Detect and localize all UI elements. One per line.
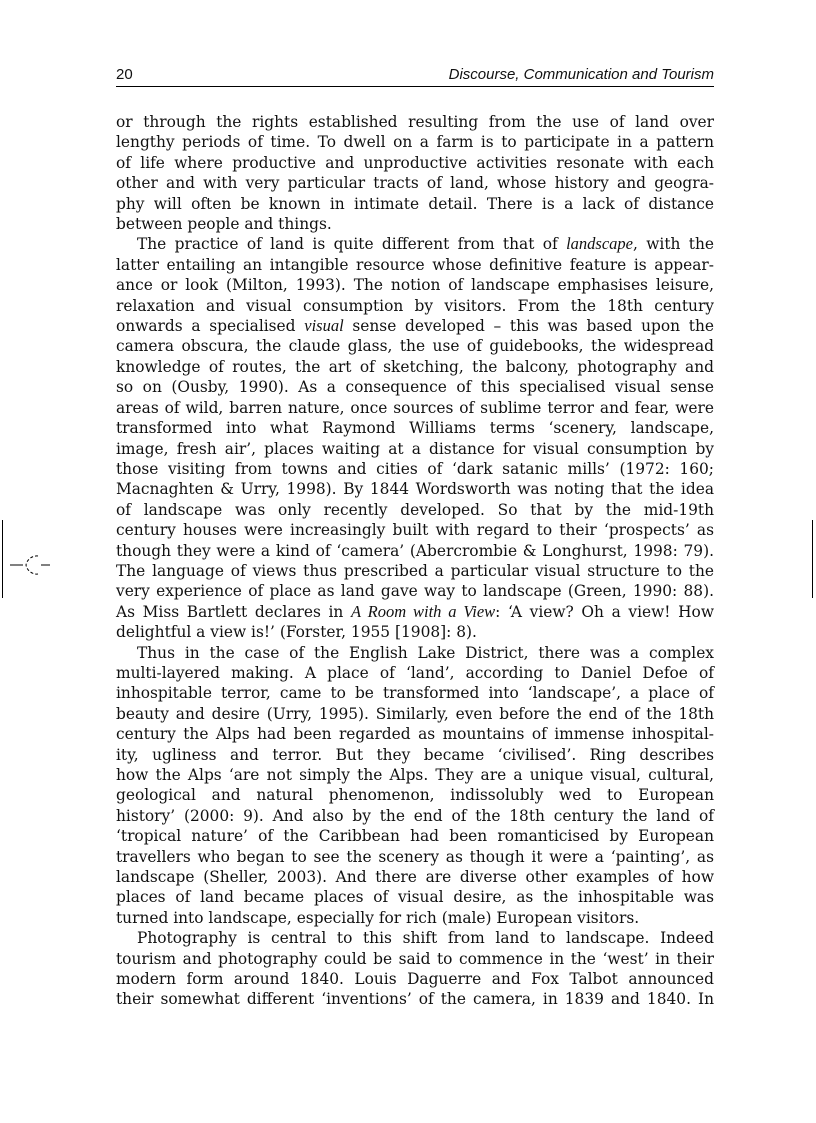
- text-run: of landscape was only recently developed. So that by the mid-19th: [116, 500, 714, 519]
- text-run: The language of views thus prescribed a particular visual structure to the: [116, 561, 714, 580]
- running-header: [116, 64, 714, 87]
- text-line: [116, 847, 714, 867]
- text-line: [116, 316, 714, 336]
- body-text: [116, 112, 714, 1010]
- text-line: [116, 459, 714, 479]
- text-line: [116, 132, 714, 152]
- text-run: transformed into what Raymond Williams terms ‘scenery, landscape,: [116, 419, 714, 438]
- text-run: Photography is central to this shift from land to landscape. Indeed: [137, 929, 714, 948]
- text-line: [116, 663, 714, 683]
- text-line: [116, 867, 714, 887]
- text-line: [116, 336, 714, 356]
- text-line: [116, 561, 714, 581]
- text-line: [116, 622, 714, 642]
- text-run: Macnaghten & Urry, 1998). By 1844 Wordsworth was noting that the idea: [116, 480, 714, 499]
- text-line: [116, 541, 714, 561]
- text-run: beauty and desire (Urry, 1995). Similarly, even before the end of the 18th: [116, 704, 714, 723]
- text-line: [116, 989, 714, 1009]
- text-run: image, fresh air’, places waiting at a distance for visual consumption by: [116, 439, 714, 458]
- text-run: Thus in the case of the English Lake District, there was a complex: [137, 643, 714, 662]
- text-run: multi-layered making. A place of ‘land’, according to Daniel Defoe of: [116, 663, 714, 682]
- crop-mark-right: [812, 520, 813, 598]
- text-run: landscape (Sheller, 2003). And there are diverse other examples of how: [116, 868, 714, 887]
- text-line: [116, 173, 714, 193]
- text-line: [116, 275, 714, 295]
- text-run: camera obscura, the claude glass, the use of guidebooks, the widespread: [116, 337, 714, 356]
- paragraph: [116, 928, 714, 1010]
- text-line: [116, 377, 714, 397]
- text-run: though they were a kind of ‘camera’ (Abercrombie & Longhurst, 1998: 79).: [116, 541, 714, 560]
- text-run: areas of wild, barren nature, once sources of sublime terror and fear, were: [116, 398, 714, 417]
- text-run: so on (Ousby, 1990). As a consequence of this specialised visual sense: [116, 378, 714, 397]
- text-run: between people and things.: [116, 215, 332, 234]
- paragraph: [116, 112, 714, 234]
- text-run: travellers who began to see the scenery as though it were a ‘painting’, as: [116, 847, 714, 866]
- text-run: century the Alps had been regarded as mountains of immense inhospital-: [116, 725, 714, 744]
- text-run: geological and natural phenomenon, indissolubly wed to European: [116, 786, 714, 805]
- text-run: onwards a specialised: [116, 317, 305, 336]
- text-line: [116, 928, 714, 948]
- text-run: tourism and photography could be said to commence in the ‘west’ in their: [116, 949, 714, 968]
- text-run: ance or look (Milton, 1993). The notion of landscape emphasises leisure,: [116, 276, 714, 295]
- text-line: [116, 806, 714, 826]
- text-run: ity, ugliness and terror. But they became ‘civilised’. Ring describes: [116, 745, 714, 764]
- text-line: [116, 765, 714, 785]
- text-line: [116, 500, 714, 520]
- italic-text: A Room with a View: [350, 601, 496, 621]
- text-run: how the Alps ‘are not simply the Alps. They are a unique visual, cultural,: [116, 766, 714, 784]
- text-line: [116, 683, 714, 703]
- text-line: [116, 724, 714, 744]
- text-line: [116, 908, 714, 928]
- text-run: As Miss Bartlett declares in: [116, 602, 351, 621]
- paragraph: [116, 643, 714, 929]
- crop-mark-left: [2, 520, 3, 598]
- text-line: [116, 398, 714, 418]
- text-run: of life where productive and unproductive activities resonate with each: [116, 153, 714, 172]
- text-line: [116, 826, 714, 846]
- registration-mark-icon: [10, 550, 54, 580]
- text-run: The practice of land is quite different from that of: [137, 235, 567, 254]
- text-line: [116, 234, 714, 254]
- paragraph: [116, 234, 714, 642]
- italic-text: landscape: [566, 234, 633, 254]
- text-line: [116, 194, 714, 214]
- italic-text: visual: [304, 316, 344, 336]
- text-line: [116, 439, 714, 459]
- text-run: history’ (2000: 9). And also by the end of the 18th century the land of: [116, 806, 714, 825]
- text-run: latter entailing an intangible resource whose definitive feature is appear-: [116, 255, 714, 274]
- text-line: [116, 581, 714, 601]
- text-line: [116, 112, 714, 132]
- text-run: modern form around 1840. Louis Daguerre and Fox Talbot announced: [116, 970, 714, 989]
- text-run: relaxation and visual consumption by visitors. From the 18th century: [116, 296, 714, 315]
- text-line: [116, 255, 714, 275]
- text-run: other and with very particular tracts of land, whose history and geogra-: [116, 174, 714, 193]
- text-run: places of land became places of visual desire, as the inhospitable was: [116, 888, 714, 907]
- text-run: sense developed – this was based upon the: [343, 317, 714, 336]
- text-line: [116, 704, 714, 724]
- text-line: [116, 887, 714, 907]
- text-run: those visiting from towns and cities of ‘dark satanic mills’ (1972: 160;: [116, 459, 714, 478]
- text-run: or through the rights established resulting from the use of land over: [116, 113, 714, 131]
- text-run: , with the: [632, 235, 714, 254]
- text-line: [116, 969, 714, 989]
- text-line: [116, 296, 714, 316]
- text-line: [116, 785, 714, 805]
- text-run: ‘tropical nature’ of the Caribbean had been romanticised by European: [116, 827, 714, 846]
- text-run: delightful a view is!’ (Forster, 1955 [1908]: 8).: [116, 623, 477, 642]
- text-line: [116, 949, 714, 969]
- text-run: : ‘A view? Oh a view! How: [495, 602, 714, 621]
- text-run: inhospitable terror, came to be transformed into ‘landscape’, a place of: [116, 684, 714, 703]
- text-run: their somewhat different ‘inventions’ of the camera, in 1839 and 1840. In: [116, 990, 714, 1009]
- text-line: [116, 357, 714, 377]
- text-line: [116, 602, 714, 622]
- text-run: lengthy periods of time. To dwell on a farm is to participate in a pattern: [116, 133, 714, 152]
- running-title: Discourse, Communication and Tourism: [448, 66, 714, 83]
- text-line: [116, 745, 714, 765]
- text-line: [116, 520, 714, 540]
- page-number: 20: [116, 66, 133, 83]
- text-run: knowledge of routes, the art of sketching, the balcony, photography and: [116, 357, 714, 376]
- text-run: phy will often be known in intimate detail. There is a lack of distance: [116, 194, 714, 213]
- text-line: [116, 479, 714, 499]
- text-line: [116, 153, 714, 173]
- text-run: turned into landscape, especially for rich (male) European visitors.: [116, 908, 640, 927]
- text-line: [116, 418, 714, 438]
- text-run: century houses were increasingly built with regard to their ‘prospects’ as: [116, 521, 714, 540]
- text-line: [116, 643, 714, 663]
- text-run: very experience of place as land gave way to landscape (Green, 1990: 88).: [116, 582, 714, 601]
- text-line: [116, 214, 714, 234]
